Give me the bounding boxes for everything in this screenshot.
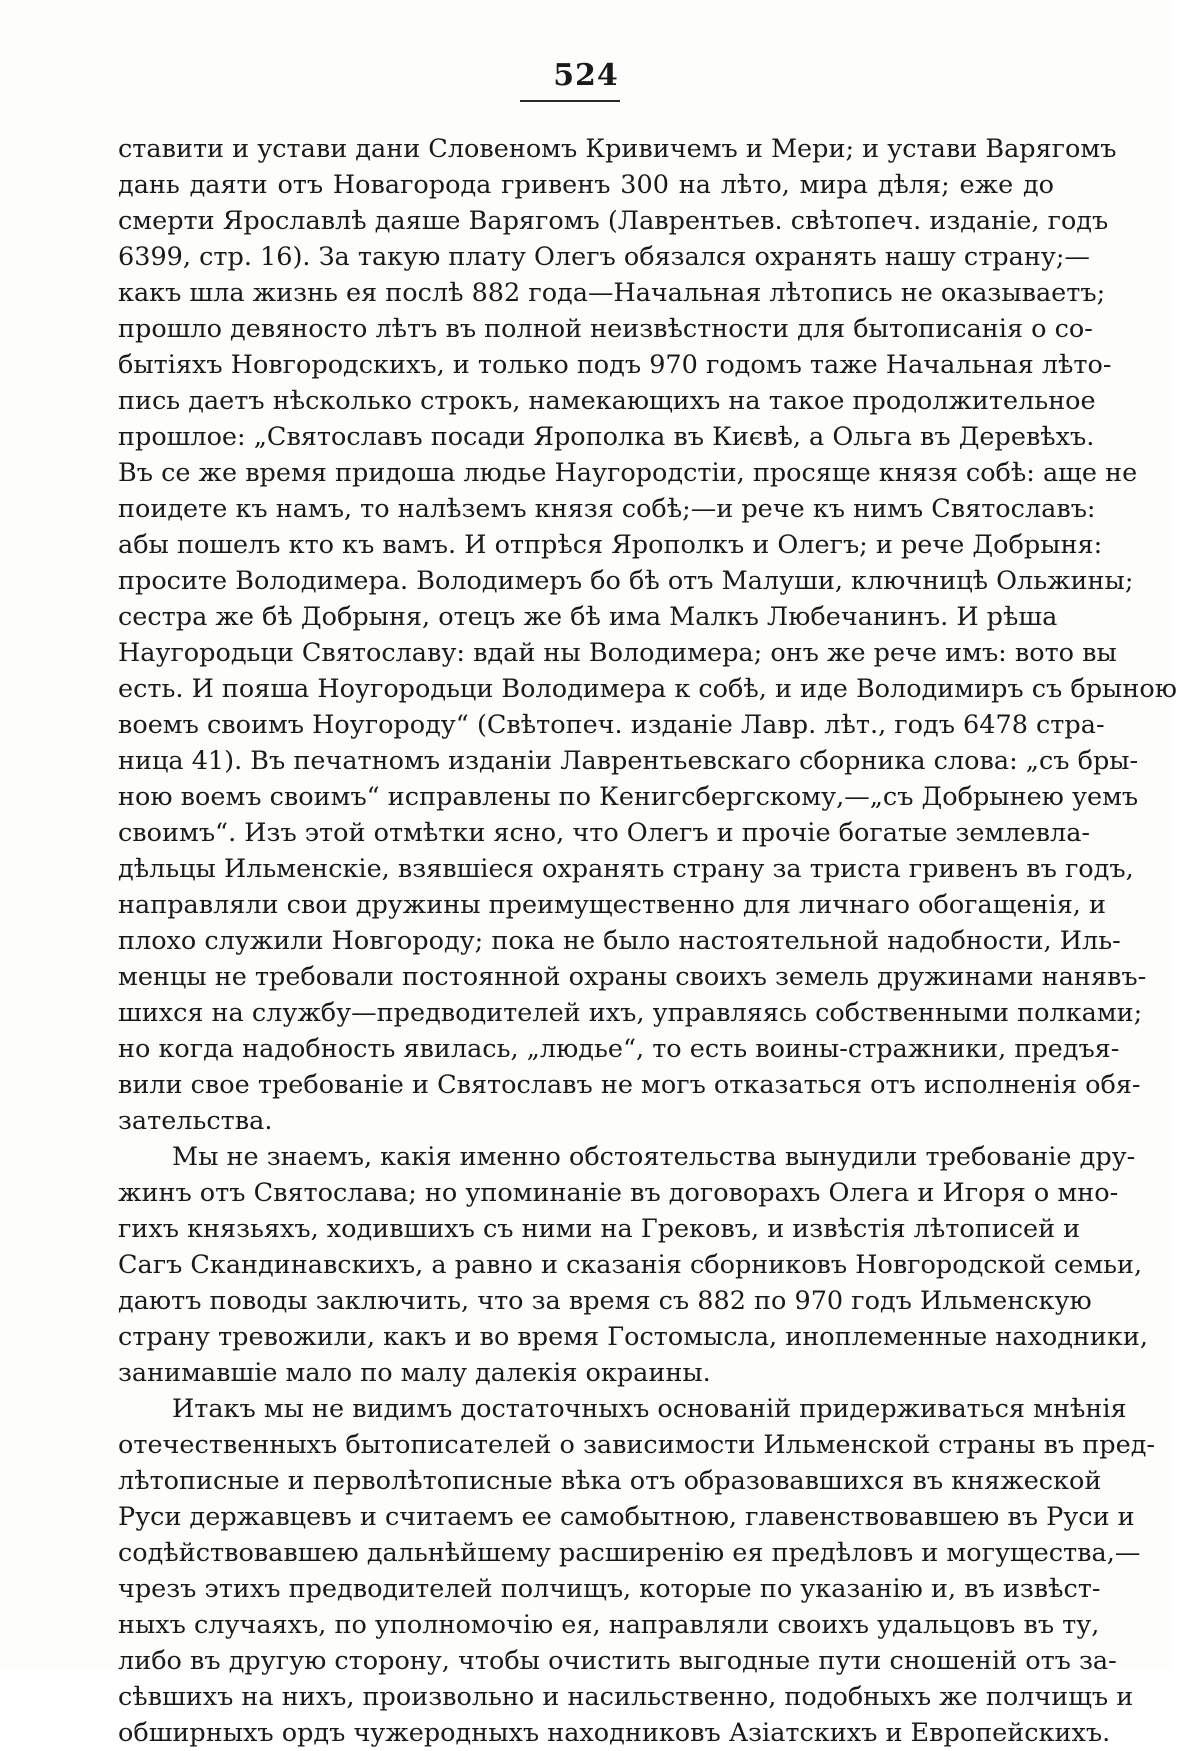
text-line: прошло девяносто лѣтъ въ полной неизвѣстности для бытописанія о со-	[118, 314, 1093, 344]
text-line: Сагъ Скандинавскихъ, а равно и сказанія сборниковъ Новгородской семьи,	[118, 1250, 1143, 1280]
text-line: лѣтописные и перволѣтописные вѣка отъ образовавшихся въ княжеской	[118, 1466, 1102, 1496]
text-line: Наугородьци Святославу: вдай ны Володимера; онъ же рече имъ: вото вы	[118, 638, 1117, 668]
text-line: направляли свои дружины преимущественно для личнаго обогащенія, и	[118, 890, 1106, 920]
text-line: плохо служили Новгороду; пока не было настоятельной надобности, Иль-	[118, 926, 1121, 956]
text-line: ною воемъ своимъ“ исправлены по Кенигсбергскому,—„съ Добрынею уемъ	[118, 782, 1139, 812]
text-line: даютъ поводы заключить, что за время съ 882 по 970 годъ Ильменскую	[118, 1286, 1092, 1316]
text-line: но когда надобность явилась, „людье“, то есть воины-стражники, предъя-	[118, 1034, 1120, 1064]
text-line: поидете къ намъ, то налѣземъ князя собѣ;—и рече къ нимъ Святославъ:	[118, 494, 1096, 524]
text-line: ныхъ случаяхъ, по уполномочію ея, направляли своихъ удальцовъ въ ту,	[118, 1610, 1100, 1640]
text-line: сѣвшихъ на нихъ, произвольно и насильственно, подобныхъ же полчищъ и	[118, 1682, 1134, 1712]
text-line: вили свое требованіе и Святославъ не могъ отказаться отъ исполненія обя-	[118, 1070, 1141, 1100]
text-line: есть. И пояша Ноугородьци Володимера к собѣ, и иде Володимиръ съ брыною	[118, 674, 1177, 704]
text-line: какъ шла жизнь ея послѣ 882 года—Начальная лѣтопись не оказываетъ;	[118, 278, 1106, 308]
page-number: 524	[553, 58, 619, 93]
text-line: бытіяхъ Новгородскихъ, и только подъ 970 годомъ таже Начальная лѣто-	[118, 350, 1112, 380]
text-line: Итакъ мы не видимъ достаточныхъ основаній придерживаться мнѣнія	[172, 1394, 1127, 1424]
text-line: зательства.	[118, 1106, 273, 1136]
text-line: просите Володимера. Володимеръ бо бѣ отъ Малуши, ключницѣ Ольжины;	[118, 566, 1134, 596]
text-line: ставити и устави дани Словеномъ Кривичемъ и Мери; и устави Варягомъ	[118, 134, 1117, 164]
text-line: 6399, стр. 16). За такую плату Олегъ обязался охранять нашу страну;—	[118, 242, 1090, 272]
text-line: шихся на службу—предводителей ихъ, управляясь собственными полками;	[118, 998, 1143, 1028]
text-line: своимъ“. Изъ этой отмѣтки ясно, что Олегъ и прочіе богатые землевла-	[118, 818, 1091, 848]
text-line: гихъ князьяхъ, ходившихъ съ ними на Грековъ, и извѣстія лѣтописей и	[118, 1214, 1081, 1244]
body-text	[118, 131, 1177, 1751]
text-line: ница 41). Въ печатномъ изданіи Лаврентьевскаго сборника слова: „съ бры-	[118, 746, 1139, 776]
text-line: чрезъ этихъ предводителей полчищъ, которые по указанію и, въ извѣст-	[118, 1574, 1101, 1604]
text-line: обширныхъ ордъ чужеродныхъ находниковъ Азіатскихъ и Европейскихъ.	[118, 1718, 1111, 1748]
text-line: менцы не требовали постоянной охраны своихъ земель дружинами нанявъ-	[118, 962, 1147, 992]
text-line: занимавшіе мало по малу далекія окраины.	[118, 1358, 711, 1388]
header-rule	[520, 100, 620, 102]
text-line: пись даетъ нѣсколько строкъ, намекающихъ на такое продолжительное	[118, 386, 1096, 416]
text-line: Въ се же время придоша людье Наугородстіи, просяще князя собѣ: аще не	[118, 458, 1138, 488]
text-line: прошлое: „Святославъ посади Ярополка въ Києвѣ, а Ольга въ Деревѣхъ.	[118, 422, 1095, 452]
text-line: сестра же бѣ Добрыня, отецъ же бѣ има Малкъ Любечанинъ. И рѣша	[118, 602, 1058, 632]
text-line: либо въ другую сторону, чтобы очистить выгодные пути сношеній отъ за-	[118, 1646, 1117, 1676]
text-line: жинъ отъ Святослава; но упоминаніе въ договорахъ Олега и Игоря о мно-	[118, 1178, 1119, 1208]
text-line: страну тревожили, какъ и во время Гостомысла, иноплеменные находники,	[118, 1322, 1148, 1352]
text-line: смерти Ярославлѣ даяше Варягомъ (Лаврентьев. свѣтопеч. изданіе, годъ	[118, 206, 1109, 236]
text-line: Руси державцевъ и считаемъ ее самобытною, главенствовавшею въ Руси и	[118, 1502, 1135, 1532]
text-line: дѣльцы Ильменскіе, взявшіеся охранять страну за триста гривенъ въ годъ,	[118, 854, 1134, 884]
text-line: Мы не знаемъ, какія именно обстоятельства вынудили требованіе дру-	[172, 1142, 1136, 1172]
text-line: абы пошелъ кто къ вамъ. И отпрѣся Ярополкъ и Олегъ; и рече Добрыня:	[118, 530, 1103, 560]
text-line: дань даяти отъ Новагорода гривенъ 300 на лѣто, мира дѣля; еже до	[118, 170, 1054, 200]
text-line: отечественныхъ бытописателей о зависимости Ильменской страны въ пред-	[118, 1430, 1156, 1460]
text-line: воемъ своимъ Ноугороду“ (Свѣтопеч. изданіе Лавр. лѣт., годъ 6478 стра-	[118, 710, 1105, 740]
text-line: содѣйствовавшею дальнѣйшему расширенію ея предѣловъ и могущества,—	[118, 1538, 1141, 1568]
